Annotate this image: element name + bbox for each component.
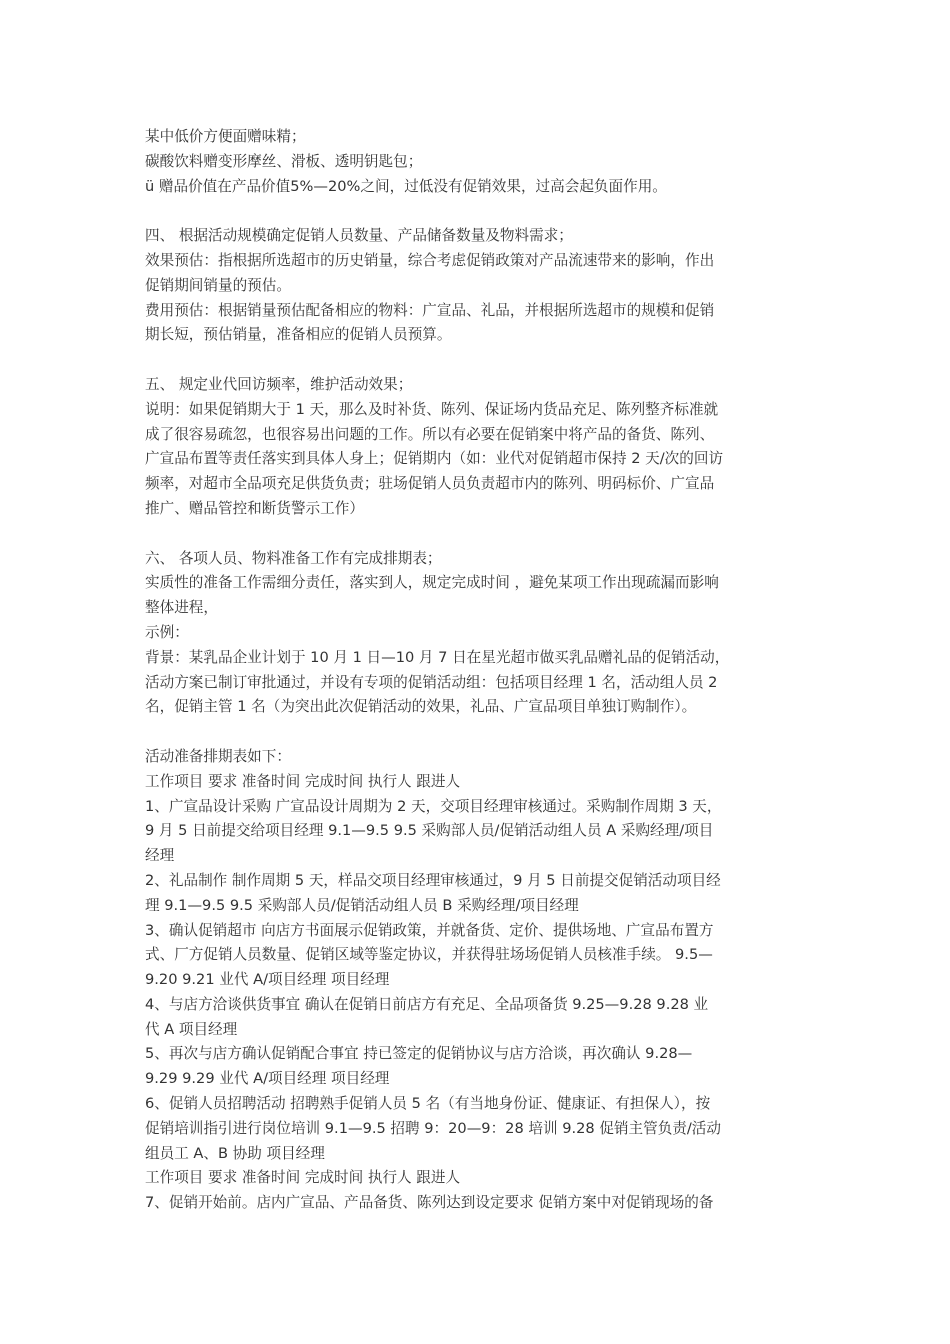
table-header-line: 工作项目 要求 准备时间 完成时间 执行人 跟进人 (145, 772, 461, 790)
text-line: 成了很容易疏忽，也很容易出问题的工作。所以有必要在促销案中将产品的备货、陈列、 (145, 425, 715, 443)
text-line: 式、厂方促销人员数量、促销区域等鉴定协议，并获得驻场场促销人员核准手续。 9.5— (145, 946, 713, 964)
text-line: 活动准备排期表如下： (145, 747, 291, 765)
text-line: 3、确认促销超市 向店方书面展示促销政策，并就备货、定价、提供场地、广宣品布置方 (145, 921, 714, 939)
document-body (145, 125, 810, 1216)
blank-line (145, 522, 810, 547)
text-line: 6、促销人员招聘活动 招聘熟手促销人员 5 名（有当地身份证、健康证、有担保人），按 (145, 1095, 711, 1113)
text-line: 经理 (145, 847, 175, 865)
text-line: 推广、赠品管控和断货警示工作） (145, 499, 364, 517)
text-line: 背景：某乳品企业计划于 10 月 1 日—10 月 7 日在星光超市做买乳品赠礼品的促销活动， (145, 648, 730, 666)
text-line: 费用预估：根据销量预估配备相应的物料：广宣品、礼品，并根据所选超市的规模和促销 (145, 301, 715, 319)
text-line: 9 月 5 日前提交给项目经理 9.1—9.5 9.5 采购部人员/促销活动组人员 A 采购经理/项目 (145, 822, 714, 840)
text-line: 碳酸饮料赠变形摩丝、滑板、透明钥匙包； (145, 152, 423, 170)
text-line: 实质性的准备工作需细分责任，落实到人，规定完成时间 ，避免某项工作出现疏漏而影响 (145, 574, 719, 592)
text-line: 效果预估：指根据所选超市的历史销量，综合考虑促销政策对产品流速带来的影响，作出 (145, 251, 715, 269)
blank-line (145, 720, 810, 745)
section-heading: 六、 各项人员、物料准备工作有完成排期表； (145, 549, 442, 567)
text-line: 促销培训指引进行岗位培训 9.1—9.5 招聘 9：20—9：28 培训 9.28 促销主管负责/活动 (145, 1119, 721, 1137)
text-line: 某中低价方便面赠味精； (145, 128, 306, 145)
text-line: 广宣品布置等责任落实到具体人身上；促销期内（如：业代对促销超市保持 2 天/次的回访 (145, 450, 724, 468)
text-line: 5、再次与店方确认促销配合事宜 持已签定的促销协议与店方洽谈，再次确认 9.28— (145, 1045, 693, 1063)
text-line: 组员工 A、B 协助 项目经理 (145, 1144, 325, 1162)
text-line: 理 9.1—9.5 9.5 采购部人员/促销活动组人员 B 采购经理/项目经理 (145, 896, 579, 914)
text-line: 示例： (145, 623, 189, 641)
text-line: 名，促销主管 1 名（为突出此次促销活动的效果，礼品、广宣品项目单独订购制作）。 (145, 698, 697, 716)
text-line: 促销期间销量的预估。 (145, 276, 291, 294)
blank-line (145, 348, 810, 373)
section-heading: 四、 根据活动规模确定促销人员数量、产品储备数量及物料需求； (145, 227, 573, 245)
text-line: 频率，对超市全品项充足供货负责；驻场促销人员负责超市内的陈列、明码标价、广宣品 (145, 475, 715, 493)
text-line: 说明：如果促销期大于 1 天，那么及时补货、陈列、保证场内货品充足、陈列整齐标准就 (145, 400, 719, 418)
text-line: ü 赠品价值在产品价值5%—20%之间，过低没有促销效果，过高会起负面作用。 (145, 177, 667, 195)
table-header-line: 工作项目 要求 准备时间 完成时间 执行人 跟进人 (145, 1169, 461, 1187)
text-line: 7、促销开始前。店内广宣品、产品备货、陈列达到设定要求 促销方案中对促销现场的备 (145, 1194, 714, 1212)
text-line: 1、广宣品设计采购 广宣品设计周期为 2 天，交项目经理审核通过。采购制作周期 3 天， (145, 797, 722, 815)
text-line: 9.29 9.29 业代 A/项目经理 项目经理 (145, 1070, 390, 1088)
text-line: 代 A 项目经理 (145, 1020, 238, 1038)
text-line: 9.20 9.21 业代 A/项目经理 项目经理 (145, 971, 390, 989)
blank-line (145, 199, 810, 224)
text-line: 期长短，预估销量，准备相应的促销人员预算。 (145, 326, 452, 344)
text-line: 活动方案已制订审批通过，并设有专项的促销活动组：包括项目经理 1 名，活动组人员 2 (145, 673, 718, 691)
text-line: 4、与店方洽谈供货事宜 确认在促销日前店方有充足、全品项备货 9.25—9.28 9.28 业 (145, 995, 709, 1013)
section-heading: 五、 规定业代回访频率，维护活动效果； (145, 375, 413, 393)
text-line: 整体进程， (145, 599, 218, 617)
text-line: 2、礼品制作 制作周期 5 天，样品交项目经理审核通过，9 月 5 日前提交促销活动项目经 (145, 871, 721, 889)
